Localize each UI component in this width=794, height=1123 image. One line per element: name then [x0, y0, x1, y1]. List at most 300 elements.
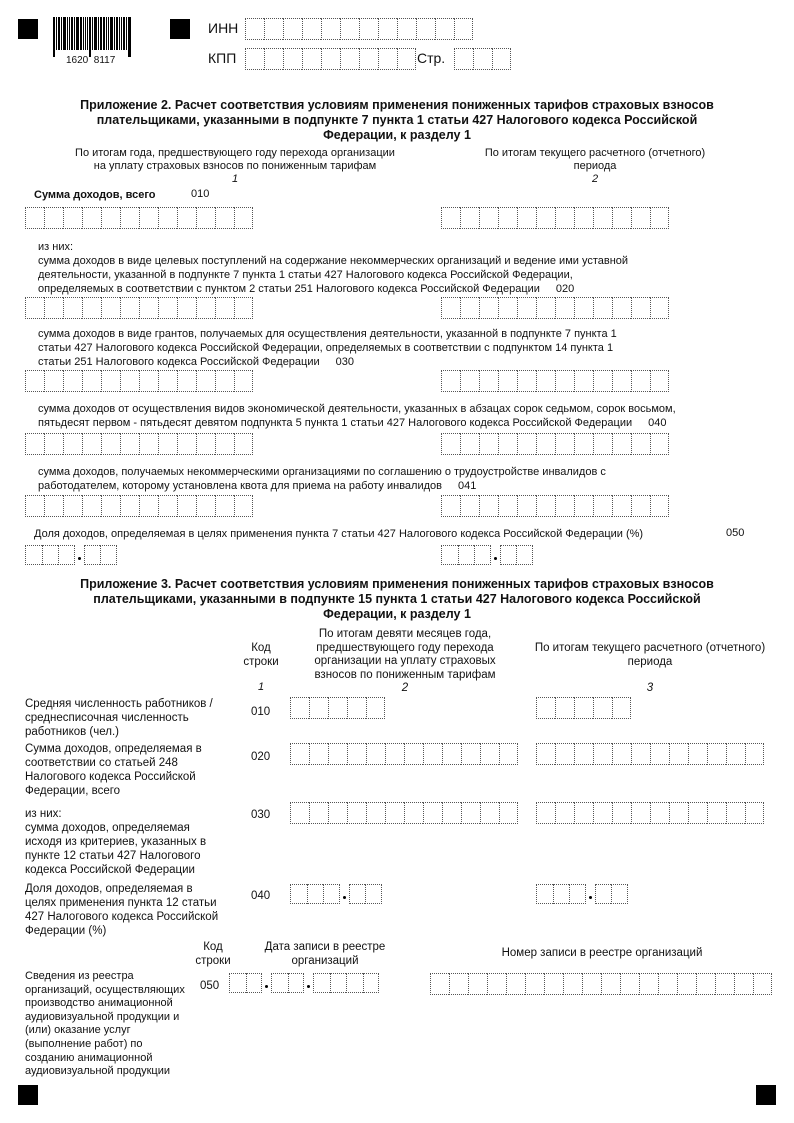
char-cell[interactable] [120, 370, 139, 392]
registry-code: 050 [200, 980, 220, 992]
app2-row-030-col1-field[interactable] [25, 370, 253, 392]
char-cell[interactable] [517, 495, 536, 517]
char-cell[interactable] [569, 884, 586, 904]
app2-row-020-code: 020 [555, 283, 575, 295]
char-cell[interactable] [441, 545, 458, 565]
char-cell[interactable] [378, 18, 397, 40]
char-cell[interactable] [25, 433, 44, 455]
char-cell[interactable] [25, 545, 42, 565]
char-cell[interactable] [139, 297, 158, 319]
char-cell[interactable] [631, 297, 650, 319]
char-cell[interactable] [378, 48, 397, 70]
char-cell[interactable] [517, 207, 536, 229]
char-cell[interactable] [593, 297, 612, 319]
char-cell[interactable] [442, 802, 461, 824]
char-cell[interactable] [639, 973, 658, 995]
barcode-bar [56, 17, 57, 50]
char-cell[interactable] [454, 18, 473, 40]
char-cell[interactable] [63, 370, 82, 392]
app3-row-010-col3-field[interactable] [536, 697, 631, 719]
char-cell[interactable] [536, 207, 555, 229]
char-cell[interactable] [516, 545, 533, 565]
char-cell[interactable] [612, 802, 631, 824]
char-cell[interactable] [593, 495, 612, 517]
char-cell[interactable] [347, 697, 366, 719]
char-cell[interactable] [44, 495, 63, 517]
char-cell[interactable] [631, 433, 650, 455]
char-cell[interactable] [574, 697, 593, 719]
registry-number-field[interactable] [430, 973, 772, 995]
char-cell[interactable] [340, 48, 359, 70]
char-cell[interactable] [196, 297, 215, 319]
char-cell[interactable] [688, 743, 707, 765]
char-cell[interactable] [359, 18, 378, 40]
char-cell[interactable] [460, 495, 479, 517]
char-cell[interactable] [264, 48, 283, 70]
char-cell[interactable] [340, 18, 359, 40]
char-cell[interactable] [454, 48, 473, 70]
char-cell[interactable] [177, 495, 196, 517]
char-cell[interactable] [359, 48, 378, 70]
char-cell[interactable] [365, 884, 382, 904]
char-cell[interactable] [460, 433, 479, 455]
char-cell[interactable] [553, 884, 570, 904]
char-cell[interactable] [430, 973, 449, 995]
char-cell[interactable] [650, 370, 669, 392]
char-cell[interactable] [84, 545, 101, 565]
char-cell[interactable] [82, 495, 101, 517]
char-cell[interactable] [574, 297, 593, 319]
app3-row-020-code: 020 [251, 751, 271, 763]
char-cell[interactable] [544, 973, 563, 995]
char-cell[interactable] [593, 433, 612, 455]
char-cell[interactable] [688, 802, 707, 824]
char-cell[interactable] [215, 207, 234, 229]
char-cell[interactable] [555, 370, 574, 392]
barcode-bar [74, 17, 75, 50]
decimal-separator [586, 884, 595, 904]
char-cell[interactable] [669, 743, 688, 765]
char-cell[interactable] [715, 973, 734, 995]
char-cell[interactable] [177, 433, 196, 455]
char-cell[interactable] [492, 48, 511, 70]
char-cell[interactable] [707, 743, 726, 765]
app3-row-020-label: Сумма доходов, определяемая в соответствии со статьей 248 Налогового кодекса Российской Федерации, всего [25, 743, 202, 797]
char-cell[interactable] [461, 802, 480, 824]
char-cell[interactable] [44, 370, 63, 392]
char-cell[interactable] [480, 802, 499, 824]
char-cell[interactable] [63, 495, 82, 517]
char-cell[interactable] [473, 48, 492, 70]
char-cell[interactable] [385, 743, 404, 765]
char-cell[interactable] [620, 973, 639, 995]
char-cell[interactable] [650, 297, 669, 319]
app2-row-010-col1-field[interactable] [25, 207, 253, 229]
char-cell[interactable] [555, 495, 574, 517]
char-cell[interactable] [479, 433, 498, 455]
char-cell[interactable] [555, 297, 574, 319]
char-cell[interactable] [650, 802, 669, 824]
barcode-bar [58, 17, 60, 50]
char-cell[interactable] [631, 802, 650, 824]
char-cell[interactable] [574, 433, 593, 455]
barcode-bar [114, 17, 115, 50]
app3-row-030-col3-field[interactable] [536, 802, 764, 824]
char-cell[interactable] [536, 433, 555, 455]
char-cell[interactable] [264, 18, 283, 40]
char-cell[interactable] [517, 370, 536, 392]
char-cell[interactable] [25, 207, 44, 229]
char-cell[interactable] [245, 18, 264, 40]
char-cell[interactable] [349, 884, 366, 904]
char-cell[interactable] [158, 297, 177, 319]
char-cell[interactable] [234, 495, 253, 517]
char-cell[interactable] [215, 433, 234, 455]
char-cell[interactable] [82, 433, 101, 455]
barcode-bar [76, 17, 79, 50]
char-cell[interactable] [101, 297, 120, 319]
char-cell[interactable] [313, 973, 330, 993]
app2-row-041-col1-field[interactable] [25, 495, 253, 517]
app2-row-050-col2-field[interactable] [441, 545, 533, 565]
app2-row-040-code: 040 [648, 417, 667, 429]
char-cell[interactable] [650, 495, 669, 517]
char-cell[interactable] [346, 973, 363, 993]
char-cell[interactable] [536, 697, 555, 719]
char-cell[interactable] [196, 433, 215, 455]
char-cell[interactable] [601, 973, 620, 995]
char-cell[interactable] [139, 433, 158, 455]
char-cell[interactable] [366, 697, 385, 719]
char-cell[interactable] [479, 495, 498, 517]
char-cell[interactable] [347, 802, 366, 824]
barcode-bar [85, 17, 86, 50]
char-cell[interactable] [458, 545, 475, 565]
char-cell[interactable] [215, 370, 234, 392]
registry-date-header: Дата записи в реестре организаций [264, 941, 386, 967]
char-cell[interactable] [139, 207, 158, 229]
char-cell[interactable] [63, 297, 82, 319]
char-cell[interactable] [498, 433, 517, 455]
char-cell[interactable] [555, 207, 574, 229]
char-cell[interactable] [441, 297, 460, 319]
char-cell[interactable] [158, 433, 177, 455]
char-cell[interactable] [82, 297, 101, 319]
char-cell[interactable] [283, 48, 302, 70]
char-cell[interactable] [449, 973, 468, 995]
app2-row-020-col1-field[interactable] [25, 297, 253, 319]
char-cell[interactable] [555, 433, 574, 455]
char-cell[interactable] [158, 207, 177, 229]
char-cell[interactable] [397, 18, 416, 40]
app3-row-040-col2-field[interactable] [290, 884, 382, 904]
char-cell[interactable] [555, 743, 574, 765]
char-cell[interactable] [658, 973, 677, 995]
char-cell[interactable] [442, 743, 461, 765]
char-cell[interactable] [42, 545, 59, 565]
char-cell[interactable] [480, 743, 499, 765]
char-cell[interactable] [460, 207, 479, 229]
char-cell[interactable] [517, 433, 536, 455]
char-cell[interactable] [404, 743, 423, 765]
char-cell[interactable] [525, 973, 544, 995]
char-cell[interactable] [101, 370, 120, 392]
char-cell[interactable] [593, 743, 612, 765]
char-cell[interactable] [25, 495, 44, 517]
char-cell[interactable] [100, 545, 117, 565]
barcode-bar [121, 17, 122, 50]
char-cell[interactable] [366, 743, 385, 765]
inn-field[interactable] [245, 18, 473, 40]
char-cell[interactable] [385, 802, 404, 824]
char-cell[interactable] [101, 495, 120, 517]
char-cell[interactable] [302, 48, 321, 70]
char-cell[interactable] [506, 973, 525, 995]
char-cell[interactable] [707, 802, 726, 824]
char-cell[interactable] [158, 370, 177, 392]
char-cell[interactable] [612, 495, 631, 517]
char-cell[interactable] [441, 370, 460, 392]
char-cell[interactable] [196, 207, 215, 229]
char-cell[interactable] [479, 297, 498, 319]
app2-row-020-col2-field[interactable] [441, 297, 669, 319]
char-cell[interactable] [423, 802, 442, 824]
barcode-bar [80, 17, 82, 50]
char-cell[interactable] [82, 370, 101, 392]
char-cell[interactable] [612, 297, 631, 319]
char-cell[interactable] [479, 207, 498, 229]
app2-row-040-col2-field[interactable] [441, 433, 669, 455]
char-cell[interactable] [468, 973, 487, 995]
app3-row-020-col2-field[interactable] [290, 743, 518, 765]
inn-label: ИНН [208, 20, 239, 36]
appendix3-title: Приложение 3. Расчет соответствия условиям применения пониженных тарифов страховых взносов плательщиками, указанными в подпункте 15 пункта 1 статьи 427 Налогового кодекса Российской Федерации, к разделу 1 [80, 577, 714, 621]
char-cell[interactable] [474, 545, 491, 565]
char-cell[interactable] [677, 973, 696, 995]
char-cell[interactable] [461, 743, 480, 765]
char-cell[interactable] [726, 802, 745, 824]
char-cell[interactable] [536, 743, 555, 765]
char-cell[interactable] [499, 743, 518, 765]
char-cell[interactable] [555, 697, 574, 719]
char-cell[interactable] [536, 495, 555, 517]
char-cell[interactable] [288, 973, 305, 993]
char-cell[interactable] [574, 370, 593, 392]
char-cell[interactable] [139, 495, 158, 517]
char-cell[interactable] [101, 433, 120, 455]
char-cell[interactable] [499, 802, 518, 824]
barcode-bar [92, 17, 93, 50]
char-cell[interactable] [631, 370, 650, 392]
char-cell[interactable] [44, 207, 63, 229]
char-cell[interactable] [44, 433, 63, 455]
char-cell[interactable] [498, 495, 517, 517]
char-cell[interactable] [101, 207, 120, 229]
char-cell[interactable] [44, 297, 63, 319]
char-cell[interactable] [234, 433, 253, 455]
barcode [53, 17, 153, 57]
char-cell[interactable] [139, 370, 158, 392]
char-cell[interactable] [290, 743, 309, 765]
char-cell[interactable] [328, 802, 347, 824]
char-cell[interactable] [612, 697, 631, 719]
char-cell[interactable] [563, 973, 582, 995]
char-cell[interactable] [517, 297, 536, 319]
app2-row-041-col2-field[interactable] [441, 495, 669, 517]
corner-marker-top-mid [170, 19, 190, 39]
char-cell[interactable] [290, 802, 309, 824]
char-cell[interactable] [323, 884, 340, 904]
char-cell[interactable] [363, 973, 380, 993]
char-cell[interactable] [229, 973, 246, 993]
char-cell[interactable] [177, 297, 196, 319]
char-cell[interactable] [328, 697, 347, 719]
char-cell[interactable] [404, 802, 423, 824]
app2-row-030-col2-field[interactable] [441, 370, 669, 392]
char-cell[interactable] [177, 207, 196, 229]
char-cell[interactable] [435, 18, 454, 40]
char-cell[interactable] [650, 743, 669, 765]
char-cell[interactable] [366, 802, 385, 824]
char-cell[interactable] [460, 297, 479, 319]
char-cell[interactable] [215, 297, 234, 319]
char-cell[interactable] [328, 743, 347, 765]
char-cell[interactable] [611, 884, 628, 904]
char-cell[interactable] [753, 973, 772, 995]
char-cell[interactable] [555, 802, 574, 824]
char-cell[interactable] [696, 973, 715, 995]
char-cell[interactable] [309, 697, 328, 719]
char-cell[interactable] [330, 973, 347, 993]
app3-row-020-col3-field[interactable] [536, 743, 764, 765]
barcode-bar [71, 17, 73, 50]
registry-label: Сведения из реестра организаций, осуществляющих производство анимационной аудиовизуальной продукции и (или) оказание услуг (выполнение работ) по созданию анимационной аудиовизуальной продукции [25, 970, 185, 1078]
decimal-separator [75, 545, 84, 565]
char-cell[interactable] [234, 297, 253, 319]
registry-date-field[interactable] [229, 973, 379, 993]
char-cell[interactable] [498, 297, 517, 319]
char-cell[interactable] [283, 18, 302, 40]
char-cell[interactable] [309, 743, 328, 765]
char-cell[interactable] [177, 370, 196, 392]
char-cell[interactable] [498, 370, 517, 392]
char-cell[interactable] [416, 18, 435, 40]
char-cell[interactable] [612, 433, 631, 455]
char-cell[interactable] [593, 370, 612, 392]
char-cell[interactable] [321, 18, 340, 40]
char-cell[interactable] [582, 973, 601, 995]
char-cell[interactable] [397, 48, 416, 70]
app2-row-010-col2-field[interactable] [441, 207, 669, 229]
char-cell[interactable] [441, 207, 460, 229]
char-cell[interactable] [745, 802, 764, 824]
char-cell[interactable] [574, 495, 593, 517]
app2-row-040-col1-field[interactable] [25, 433, 253, 455]
char-cell[interactable] [63, 433, 82, 455]
char-cell[interactable] [82, 207, 101, 229]
app2-row-030-code: 030 [335, 356, 354, 368]
char-cell[interactable] [321, 48, 340, 70]
char-cell[interactable] [487, 973, 506, 995]
char-cell[interactable] [441, 495, 460, 517]
char-cell[interactable] [158, 495, 177, 517]
char-cell[interactable] [726, 743, 745, 765]
char-cell[interactable] [245, 48, 264, 70]
char-cell[interactable] [120, 207, 139, 229]
char-cell[interactable] [595, 884, 612, 904]
char-cell[interactable] [536, 884, 553, 904]
char-cell[interactable] [612, 207, 631, 229]
char-cell[interactable] [246, 973, 263, 993]
char-cell[interactable] [309, 802, 328, 824]
char-cell[interactable] [593, 207, 612, 229]
char-cell[interactable] [58, 545, 75, 565]
char-cell[interactable] [25, 370, 44, 392]
page-field[interactable] [454, 48, 511, 70]
char-cell[interactable] [745, 743, 764, 765]
char-cell[interactable] [574, 802, 593, 824]
char-cell[interactable] [307, 884, 324, 904]
char-cell[interactable] [536, 297, 555, 319]
char-cell[interactable] [593, 802, 612, 824]
char-cell[interactable] [631, 743, 650, 765]
char-cell[interactable] [460, 370, 479, 392]
char-cell[interactable] [631, 207, 650, 229]
char-cell[interactable] [498, 207, 517, 229]
kpp-field[interactable] [245, 48, 416, 70]
char-cell[interactable] [650, 207, 669, 229]
char-cell[interactable] [290, 884, 307, 904]
char-cell[interactable] [536, 370, 555, 392]
char-cell[interactable] [612, 743, 631, 765]
char-cell[interactable] [441, 433, 460, 455]
char-cell[interactable] [631, 495, 650, 517]
char-cell[interactable] [234, 370, 253, 392]
char-cell[interactable] [500, 545, 517, 565]
app3-row-010-col2-field[interactable] [290, 697, 385, 719]
char-cell[interactable] [25, 297, 44, 319]
app3-row-030-col2-field[interactable] [290, 802, 518, 824]
barcode-bar [128, 17, 131, 57]
barcode-bar [53, 17, 55, 57]
app3-row-040-col3-field[interactable] [536, 884, 628, 904]
char-cell[interactable] [120, 297, 139, 319]
char-cell[interactable] [479, 370, 498, 392]
char-cell[interactable] [734, 973, 753, 995]
char-cell[interactable] [650, 433, 669, 455]
char-cell[interactable] [63, 207, 82, 229]
char-cell[interactable] [612, 370, 631, 392]
char-cell[interactable] [423, 743, 442, 765]
char-cell[interactable] [347, 743, 366, 765]
char-cell[interactable] [120, 495, 139, 517]
char-cell[interactable] [271, 973, 288, 993]
char-cell[interactable] [196, 495, 215, 517]
char-cell[interactable] [120, 433, 139, 455]
char-cell[interactable] [234, 207, 253, 229]
char-cell[interactable] [290, 697, 309, 719]
corner-marker-bottom-left [18, 1085, 38, 1105]
char-cell[interactable] [302, 18, 321, 40]
char-cell[interactable] [574, 743, 593, 765]
char-cell[interactable] [536, 802, 555, 824]
app2-row-050-col1-field[interactable] [25, 545, 117, 565]
char-cell[interactable] [593, 697, 612, 719]
char-cell[interactable] [196, 370, 215, 392]
char-cell[interactable] [669, 802, 688, 824]
char-cell[interactable] [574, 207, 593, 229]
char-cell[interactable] [215, 495, 234, 517]
